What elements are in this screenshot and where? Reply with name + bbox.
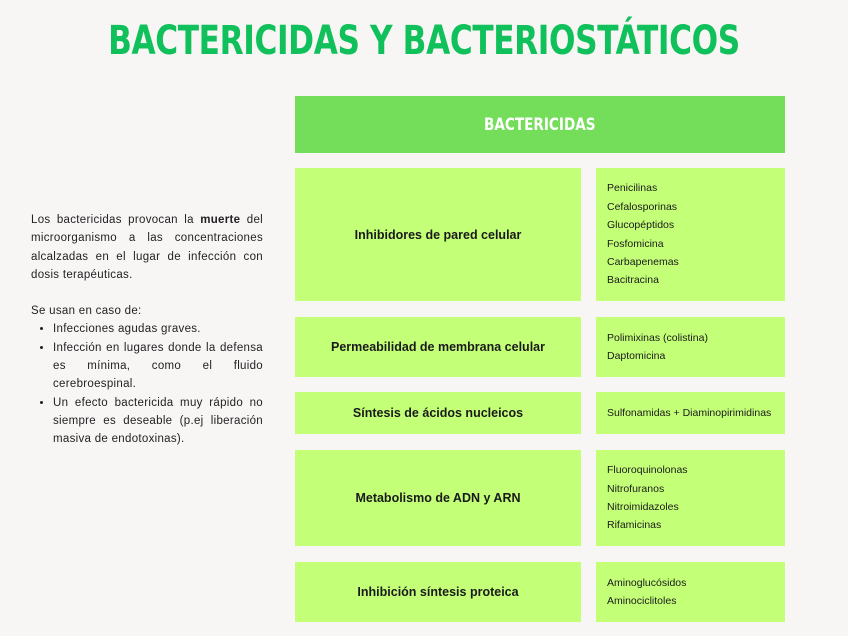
category-cell: Inhibidores de pared celular <box>295 168 581 301</box>
drug-item: Daptomicina <box>607 350 666 362</box>
intro-text-start: Los bactericidas provocan la <box>31 214 201 226</box>
drug-item: Nitrofuranos <box>607 482 665 495</box>
uses-list <box>31 320 263 448</box>
drug-item: Fluoroquinolonas <box>607 464 688 477</box>
category-cell: Permeabilidad de membrana celular <box>295 317 581 377</box>
intro-paragraph <box>31 211 263 284</box>
category-cell: Metabolismo de ADN y ARN <box>295 450 581 546</box>
uses-label: Se usan en caso de: <box>31 305 142 318</box>
page-title: BACTERICIDAS Y BACTERIOSTÁTICOS <box>108 18 740 64</box>
intro-text-end: del microorganismo a las concentraciones alcalzadas en el lugar de infección con dosis terapéuticas. <box>31 214 263 281</box>
drug-list-cell <box>596 168 785 301</box>
section-header <box>295 96 785 153</box>
drug-item: Carbapenemas <box>607 255 679 268</box>
drug-item: Aminoglucósidos <box>607 576 687 589</box>
category-cell: Inhibición síntesis proteica <box>295 562 581 622</box>
drug-item: Aminociclitoles <box>607 595 677 607</box>
drug-list-cell <box>596 392 785 434</box>
drug-item: Penicilinas <box>607 182 658 195</box>
section-header-label: BACTERICIDAS <box>484 114 596 135</box>
intro-bold-word: muerte <box>200 214 241 226</box>
description-block <box>31 211 263 449</box>
drug-item: Nitroimidazoles <box>607 501 679 513</box>
uses-item: • Infección en lugares donde la defensa es mínima, como el fluido cerebroespinal. <box>53 339 263 394</box>
uses-item: • Un efecto bactericida muy rápido no siempre es deseable (p.ej liberación masiva de endotoxinas). <box>53 394 263 449</box>
uses-item: • Infecciones agudas graves. <box>53 320 263 338</box>
drug-item: Polimixinas (colistina) <box>607 331 708 344</box>
drug-item: Glucopéptidos <box>607 219 675 232</box>
drug-item: Cefalosporinas <box>607 200 678 213</box>
drug-list-cell <box>596 562 785 622</box>
drug-list-cell <box>596 450 785 546</box>
drug-item: Sulfonamidas + Diaminopirimidinas <box>607 406 772 419</box>
category-cell: Síntesis de ácidos nucleicos <box>295 392 581 434</box>
drug-item: Rifamicinas <box>607 519 662 532</box>
drug-item: Fosfomicina <box>607 237 664 250</box>
drug-item: Bacitracina <box>607 274 659 287</box>
drug-list-cell <box>596 317 785 377</box>
